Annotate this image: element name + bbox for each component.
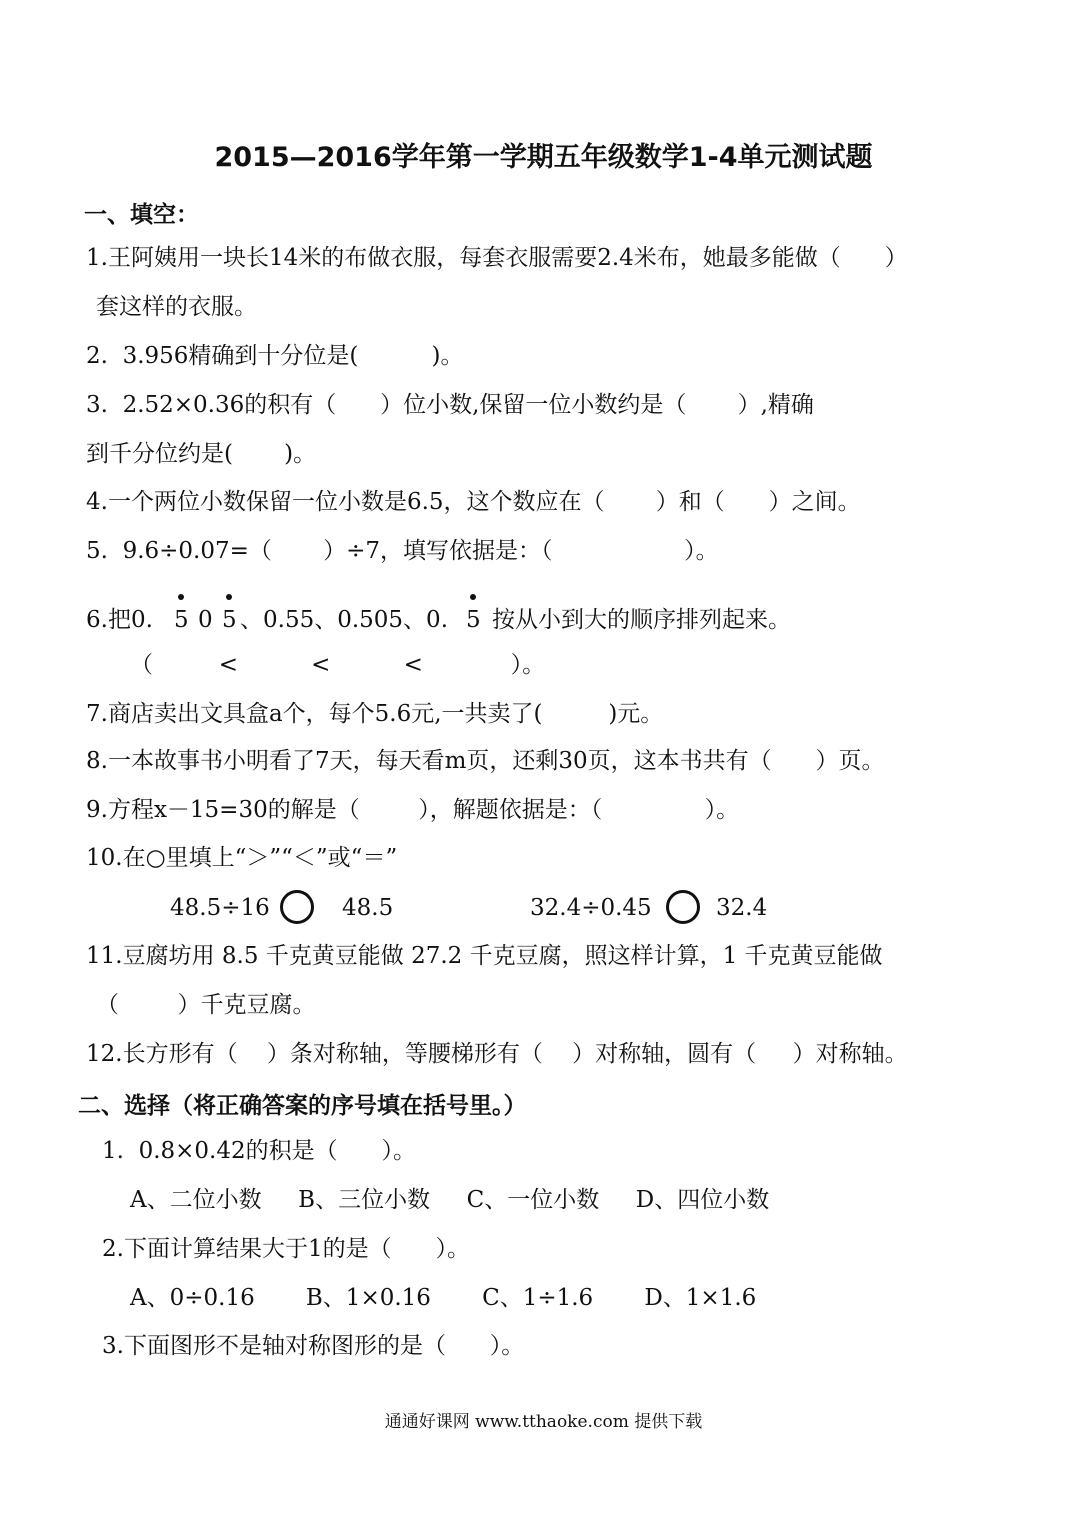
question-12: 12.长方形有（ ）条对称轴，等腰梯形有（ ）对称轴，圆有（ ）对称轴。 [86,1041,908,1067]
question-3-line-1: 3. 2.52×0.36的积有（ ）位小数,保留一位小数约是（ ）,精确 [86,392,814,418]
question-6-suffix: 按从小到大的顺序排列起来。 [492,607,791,633]
question-6-prefix: 6.把0. [86,607,153,633]
question-5: 5. 9.6÷0.07=（ ）÷7，填写依据是：（ ）。 [86,538,719,564]
question-4: 4.一个两位小数保留一位小数是6.5，这个数应在（ ）和（ ）之间。 [86,489,861,515]
repeat-dot [470,594,476,600]
question-3-line-2: 到千分位约是( )。 [86,441,317,467]
question-10-right-value: 32.4 [716,895,768,921]
choice-2-options: A、0÷0.16 B、1×0.16 C、1÷1.6 D、1×1.6 [130,1285,757,1311]
section-fill-blank-heading: 一、填空： [84,202,199,228]
question-11-line-2: （ ）千克豆腐。 [96,992,316,1018]
question-10-left-value: 48.5 [342,895,394,921]
choice-1-options: A、二位小数 B、三位小数 C、一位小数 D、四位小数 [130,1187,770,1213]
question-6-middle: 、0.55、0.505、0. [240,607,448,633]
question-9: 9.方程x－15=30的解是（ ），解题依据是：（ ）。 [86,797,740,823]
choice-3: 3.下面图形不是轴对称图形的是（ ）。 [102,1333,525,1359]
choice-2: 2.下面计算结果大于1的是（ ）。 [102,1236,470,1262]
question-11-line-1: 11.豆腐坊用 8.5 千克黄豆能做 27.2 千克豆腐，照这样计算，1 千克黄豆能做 [86,943,883,969]
question-1-line-1: 1.王阿姨用一块长14米的布做衣服，每套衣服需要2.4米布，她最多能做（ ） [86,245,908,271]
choice-1: 1. 0.8×0.42的积是（ ）。 [102,1138,416,1164]
repeat-dot [226,594,232,600]
footer-source: 通通好课网 www.tthaoke.com 提供下载 [384,1412,703,1432]
question-2: 2. 3.956精确到十分位是( )。 [86,343,464,369]
section-choice-heading: 二、选择（将正确答案的序号填在括号里。） [78,1093,527,1119]
compare-circle [666,890,700,924]
question-8: 8.一本故事书小明看了7天，每天看m页，还剩30页，这本书共有（ ）页。 [86,748,885,774]
compare-circle [280,890,314,924]
question-6-digit-3: 5 [222,607,237,633]
question-10-right-expression: 32.4÷0.45 [530,895,652,921]
question-6-digit-2: 0 [198,607,213,633]
question-1-line-2: 套这样的衣服。 [96,294,257,320]
repeat-dot [178,594,184,600]
question-10-left-expression: 48.5÷16 [170,895,270,921]
question-6-digit-1: 5 [174,607,189,633]
question-6-digit-4: 5 [466,607,481,633]
question-7: 7.商店卖出文具盒a个，每个5.6元,一共卖了( )元。 [86,701,664,727]
question-6-line-2: （ < < < ）。 [130,652,546,678]
question-10: 10.在○里填上“＞”“＜”或“＝” [86,845,398,871]
page-title: 2015—2016学年第一学期五年级数学1-4单元测试题 [214,142,873,173]
